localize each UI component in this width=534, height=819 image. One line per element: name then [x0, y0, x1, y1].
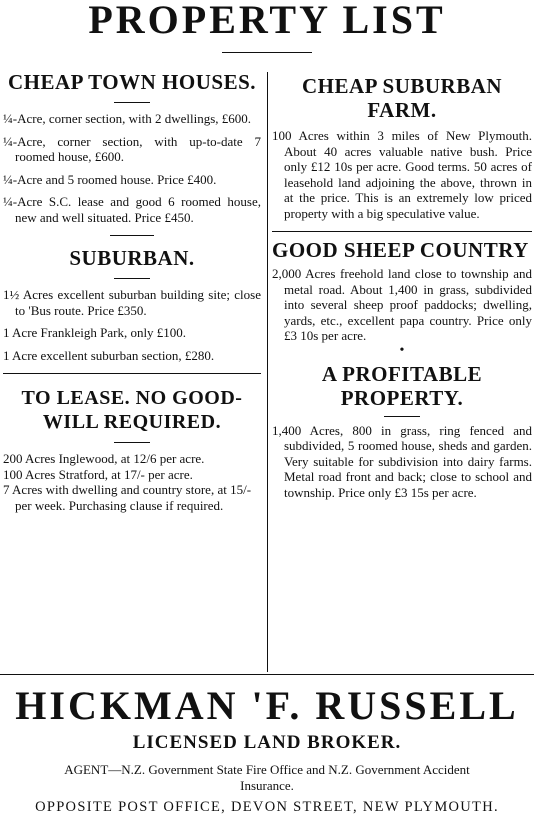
section-rule	[110, 235, 154, 236]
suburban-farm-section	[272, 74, 532, 221]
suburban-rule	[114, 278, 150, 279]
suburban-farm-heading: CHEAP SUBURBAN FARM.	[301, 74, 503, 122]
agent-name: HICKMAN 'F. RUSSELL	[15, 683, 519, 728]
footer-rule	[0, 674, 534, 675]
suburban-section	[3, 246, 261, 363]
suburban-farm-text: 100 Acres within 3 miles of New Plymouth. About 40 acres valuable native bush. Price only £12 10s per acre. Good terms. 50 acres of leasehold land adjoining the above, thrown in at the price. This is an extremely low priced property with a big speculative value.	[272, 128, 532, 221]
lease-heading: TO LEASE. NO GOOD-WILL REQUIRED.	[21, 387, 243, 433]
town-houses-section	[3, 70, 261, 225]
profitable-property-section	[272, 362, 532, 501]
section-divider	[272, 231, 532, 232]
town-houses-heading: CHEAP TOWN HOUSES.	[7, 70, 257, 94]
suburban-listing: 1 Acre excellent suburban section, £280.	[3, 347, 215, 363]
suburban-heading: SUBURBAN.	[69, 246, 195, 270]
profitable-property-rule	[384, 416, 420, 417]
town-house-listing: ¼-Acre S.C. lease and good 6 roomed house, new and well situated. Price £450.	[3, 194, 261, 225]
section-divider	[3, 373, 261, 374]
title-rule	[222, 52, 312, 53]
lease-listing: 7 Acres with dwelling and country store, at 15/- per week. Purchasing clause if required.	[3, 482, 252, 513]
column-divider	[267, 72, 268, 672]
town-house-listing: ¼-Acre, corner section, with 2 dwellings, £600.	[3, 111, 252, 126]
agency-line: AGENT—N.Z. Government State Fire Office and N.Z. Government Accident Insurance.	[64, 762, 470, 793]
town-house-listing: ¼-Acre, corner section, with up-to-date 7 roomed house, £600.	[3, 133, 261, 164]
sheep-country-heading: GOOD SHEEP COUNTRY	[272, 238, 529, 262]
lease-listing: 200 Acres Inglewood, at 12/6 per acre.	[3, 451, 205, 466]
ornament-dot: •	[399, 342, 405, 358]
left-column	[3, 70, 261, 513]
office-address: OPPOSITE POST OFFICE, DEVON STREET, NEW PLYMOUTH.	[35, 799, 499, 815]
sheep-country-section	[272, 238, 532, 356]
page-title: PROPERTY LIST	[88, 0, 446, 42]
suburban-listing: 1½ Acres excellent suburban building site; close to 'Bus route. Price £350.	[3, 287, 261, 318]
suburban-listing: 1 Acre Frankleigh Park, only £100.	[3, 325, 187, 340]
profitable-property-text: 1,400 Acres, 800 in grass, ring fenced and subdivided, 5 roomed house, sheds and garden. Very suitable for subdivision into dairy farms. Metal road front and back; close to school and township. Price only £3 15s per acre.	[272, 422, 532, 500]
town-house-listing: ¼-Acre and 5 roomed house. Price £400.	[3, 171, 217, 187]
right-column	[272, 74, 532, 500]
town-houses-rule	[114, 102, 150, 103]
sheep-country-text: 2,000 Acres freehold land close to township and metal road. About 1,400 in grass, subdivided into several sheep proof paddocks; dwelling, yards, etc., excellent papa country. Price only £3 10s per acre.	[272, 266, 532, 343]
lease-rule	[114, 442, 150, 443]
lease-listing: 100 Acres Stratford, at 17/- per acre.	[3, 466, 193, 482]
profitable-property-heading: A PROFITABLE PROPERTY.	[321, 361, 483, 410]
lease-section	[3, 386, 261, 513]
broker-title: LICENSED LAND BROKER.	[132, 732, 402, 753]
